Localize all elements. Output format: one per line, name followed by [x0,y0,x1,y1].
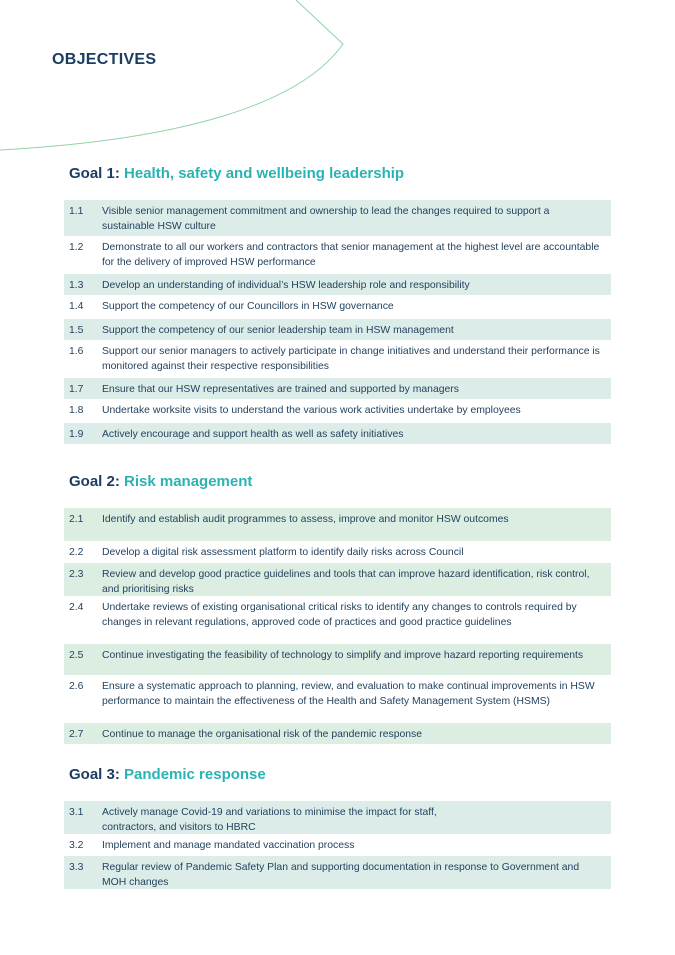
objective-number: 1.8 [69,405,84,416]
objective-text: Regular review of Pandemic Safety Plan and supporting documentation in response to Government and MOH changes [102,862,580,888]
goal-2-prefix: Goal 2: [69,473,125,490]
objective-number: 3.3 [69,862,84,873]
objective-row [64,319,611,340]
objective-number: 1.6 [69,346,84,357]
objective-row [64,295,611,319]
objective-text: Review and develop good practice guidelines and tools that can improve hazard identification, risk control, and prioritising risks [102,569,590,595]
objective-text: Actively manage Covid-19 and variations to minimise the impact for staff, contractors, and visitors to HBRC [102,807,437,833]
goal-2-title [69,473,611,491]
objective-row [64,801,611,834]
objective-number: 1.5 [69,325,84,336]
objective-text: Support the competency of our senior leadership team in HSW management [102,325,454,336]
objective-text: Undertake worksite visits to understand the various work activities undertake by employees [102,405,521,416]
objective-number: 1.9 [69,429,84,440]
objective-number: 2.7 [69,729,84,740]
objective-number: 2.5 [69,650,84,661]
objective-row [64,644,611,675]
objective-text: Continue investigating the feasibility of technology to simplify and improve hazard reporting requirements [102,650,584,661]
goal-3-prefix: Goal 3: [69,766,125,783]
decorative-curve [0,0,360,160]
goal-1-section [64,165,611,444]
objective-number: 3.2 [69,840,84,851]
objective-row [64,236,611,274]
goal-1-title [69,165,611,183]
objective-number: 1.3 [69,280,84,291]
goal-3-section [64,766,611,889]
objective-text: Undertake reviews of existing organisational critical risks to identify any changes to controls required by changes in relevant regulations, approved code of practices and good practice guidelines [102,602,577,628]
objective-row [64,274,611,295]
objective-number: 2.6 [69,681,84,692]
objective-row [64,856,611,889]
objective-number: 1.1 [69,206,84,217]
objective-text: Ensure that our HSW representatives are trained and supported by managers [102,384,459,395]
objective-number: 2.2 [69,547,84,558]
objective-row [64,596,611,644]
page-title: OBJECTIVES [52,51,157,68]
objective-text: Develop a digital risk assessment platform to identify daily risks across Council [102,547,464,558]
objective-row [64,508,611,541]
goal-3-name: Pandemic response [124,766,266,783]
objective-text: Ensure a systematic approach to planning, review, and evaluation to make continual improvements in HSW performance to maintain the effectiveness of the Health and Safety Management System (HSMS) [102,681,595,707]
objective-number: 2.3 [69,569,84,580]
objective-row [64,834,611,856]
objective-row [64,200,611,236]
goal-1-prefix: Goal 1: [69,165,125,182]
objective-row [64,563,611,596]
objective-row [64,423,611,444]
objective-row [64,340,611,378]
goal-2-section [64,473,611,744]
objective-row [64,541,611,563]
objective-number: 2.1 [69,514,84,525]
goal-2-objectives [64,508,611,744]
objective-text: Visible senior management commitment and ownership to lead the changes required to support a sustainable HSW culture [102,206,550,232]
objective-row [64,723,611,744]
objective-row [64,378,611,399]
goal-2-name: Risk management [124,473,253,490]
objective-number: 1.2 [69,242,84,253]
goal-1-name: Health, safety and wellbeing leadership [124,165,405,182]
objective-number: 2.4 [69,602,84,613]
objective-number: 1.4 [69,301,84,312]
objective-text: Actively encourage and support health as well as safety initiatives [102,429,404,440]
goal-1-objectives [64,200,611,444]
objective-text: Identify and establish audit programmes to assess, improve and monitor HSW outcomes [102,514,509,525]
objective-row [64,399,611,423]
objective-number: 1.7 [69,384,84,395]
objective-text: Implement and manage mandated vaccination process [102,840,355,851]
objective-text: Develop an understanding of individual’s HSW leadership role and responsibility [102,280,470,291]
objective-text: Support our senior managers to actively participate in change initiatives and understand their performance is monitored against their respective responsibilities [102,346,600,372]
objective-text: Continue to manage the organisational risk of the pandemic response [102,729,422,740]
goal-3-objectives [64,801,611,889]
objective-number: 3.1 [69,807,84,818]
objective-row [64,675,611,723]
objective-text: Support the competency of our Councillors in HSW governance [102,301,394,312]
goal-3-title [69,766,611,784]
objective-text: Demonstrate to all our workers and contractors that senior management at the highest level are accountable for the delivery of improved HSW performance [102,242,600,268]
